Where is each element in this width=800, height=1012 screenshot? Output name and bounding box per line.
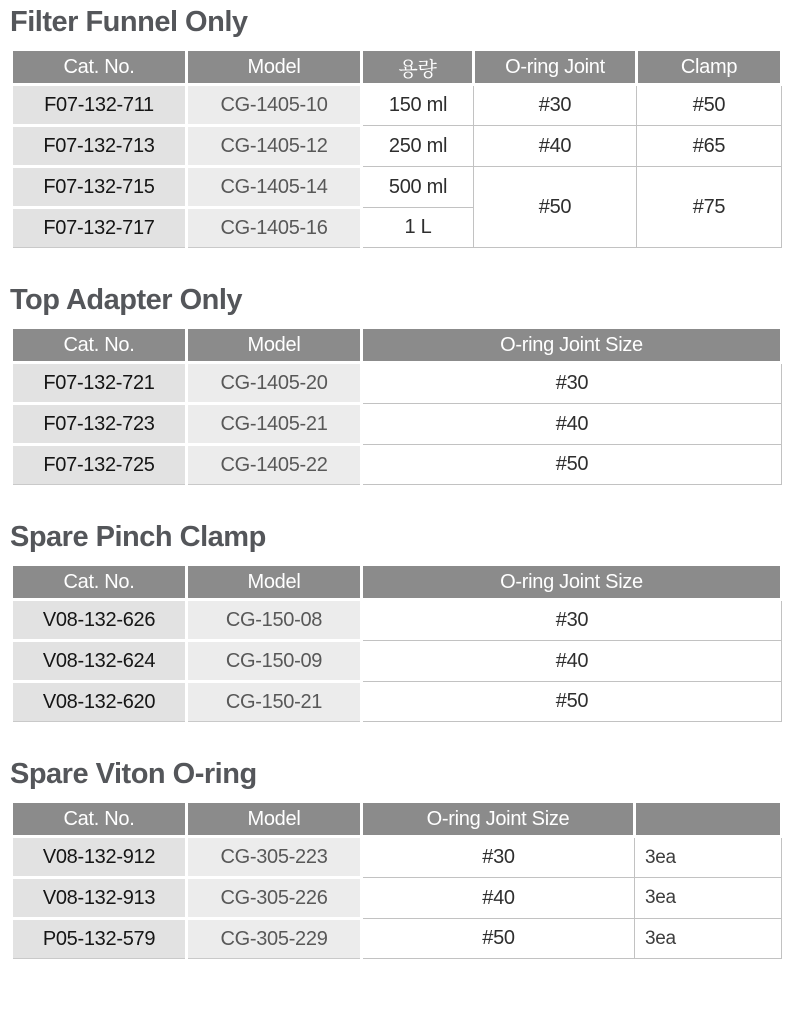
cat-no-cell: F07-132-715 — [12, 167, 187, 208]
capacity-cell: 250 ml — [362, 126, 474, 167]
header-row — [12, 565, 782, 600]
cat-no-cell: F07-132-723 — [12, 404, 187, 445]
section-spare-pinch-clamp — [10, 519, 780, 722]
model-cell: CG-1405-12 — [187, 126, 362, 167]
table-row — [12, 837, 782, 878]
oring-joint-cell: #30 — [474, 85, 637, 126]
oring-joint-size-cell: #50 — [362, 445, 782, 485]
section-filter-funnel-only — [10, 4, 780, 248]
section-title: Top Adapter Only — [10, 284, 243, 316]
header-row — [12, 328, 782, 363]
table-row — [12, 682, 782, 722]
section-title: Spare Viton O-ring — [10, 758, 257, 790]
section-title: Filter Funnel Only — [10, 6, 248, 38]
cat-no-cell: V08-132-912 — [12, 837, 187, 878]
quantity-cell: 3ea — [635, 878, 782, 919]
model-cell: CG-305-223 — [187, 837, 362, 878]
header-row — [12, 802, 782, 837]
cat-no-cell: F07-132-713 — [12, 126, 187, 167]
table-row — [12, 404, 782, 445]
model-cell: CG-1405-22 — [187, 445, 362, 485]
table-row — [12, 167, 782, 208]
clamp-cell-merged: #75 — [637, 167, 782, 248]
oring-joint-size-cell: #40 — [362, 641, 782, 682]
header-capacity: 용량 — [362, 50, 474, 85]
header-model: Model — [187, 50, 362, 85]
capacity-cell: 1 L — [362, 208, 474, 248]
header-oring-joint: O-ring Joint — [474, 50, 637, 85]
model-cell: CG-150-21 — [187, 682, 362, 722]
model-cell: CG-1405-10 — [187, 85, 362, 126]
table-row — [12, 641, 782, 682]
clamp-cell: #65 — [637, 126, 782, 167]
capacity-cell: 500 ml — [362, 167, 474, 208]
table-row — [12, 919, 782, 959]
table-row — [12, 363, 782, 404]
cat-no-cell: V08-132-624 — [12, 641, 187, 682]
quantity-cell: 3ea — [635, 837, 782, 878]
header-cat-no: Cat. No. — [12, 328, 187, 363]
header-cat-no: Cat. No. — [12, 565, 187, 600]
model-cell: CG-150-08 — [187, 600, 362, 641]
model-cell: CG-1405-20 — [187, 363, 362, 404]
header-oring-joint-size: O-ring Joint Size — [362, 565, 782, 600]
header-cat-no: Cat. No. — [12, 802, 187, 837]
model-cell: CG-1405-16 — [187, 208, 362, 248]
oring-joint-size-cell: #30 — [362, 363, 782, 404]
table-row — [12, 126, 782, 167]
viton-oring-table — [10, 800, 783, 959]
model-cell: CG-1405-21 — [187, 404, 362, 445]
oring-joint-size-cell: #50 — [362, 682, 782, 722]
model-cell: CG-150-09 — [187, 641, 362, 682]
capacity-cell: 150 ml — [362, 85, 474, 126]
oring-joint-cell-merged: #50 — [474, 167, 637, 248]
header-cat-no: Cat. No. — [12, 50, 187, 85]
filter-funnel-table — [10, 48, 783, 248]
header-oring-joint-size: O-ring Joint Size — [362, 328, 782, 363]
model-cell: CG-305-229 — [187, 919, 362, 959]
cat-no-cell: V08-132-620 — [12, 682, 187, 722]
table-row — [12, 85, 782, 126]
table-row — [12, 600, 782, 641]
header-qty-empty — [635, 802, 782, 837]
section-title: Spare Pinch Clamp — [10, 521, 266, 553]
oring-joint-size-cell: #30 — [362, 600, 782, 641]
oring-joint-size-cell: #40 — [362, 878, 635, 919]
pinch-clamp-table — [10, 563, 783, 722]
quantity-cell: 3ea — [635, 919, 782, 959]
header-model: Model — [187, 328, 362, 363]
header-clamp: Clamp — [637, 50, 782, 85]
header-oring-joint-size: O-ring Joint Size — [362, 802, 635, 837]
section-top-adapter-only — [10, 282, 780, 485]
header-model: Model — [187, 565, 362, 600]
cat-no-cell: V08-132-913 — [12, 878, 187, 919]
oring-joint-size-cell: #30 — [362, 837, 635, 878]
oring-joint-cell: #40 — [474, 126, 637, 167]
cat-no-cell: F07-132-711 — [12, 85, 187, 126]
cat-no-cell: F07-132-717 — [12, 208, 187, 248]
cat-no-cell: P05-132-579 — [12, 919, 187, 959]
model-cell: CG-1405-14 — [187, 167, 362, 208]
section-spare-viton-oring — [10, 756, 780, 959]
clamp-cell: #50 — [637, 85, 782, 126]
table-row — [12, 878, 782, 919]
table-row — [12, 445, 782, 485]
top-adapter-table — [10, 326, 783, 485]
cat-no-cell: F07-132-725 — [12, 445, 187, 485]
header-model: Model — [187, 802, 362, 837]
oring-joint-size-cell: #50 — [362, 919, 635, 959]
cat-no-cell: F07-132-721 — [12, 363, 187, 404]
model-cell: CG-305-226 — [187, 878, 362, 919]
header-row — [12, 50, 782, 85]
cat-no-cell: V08-132-626 — [12, 600, 187, 641]
oring-joint-size-cell: #40 — [362, 404, 782, 445]
